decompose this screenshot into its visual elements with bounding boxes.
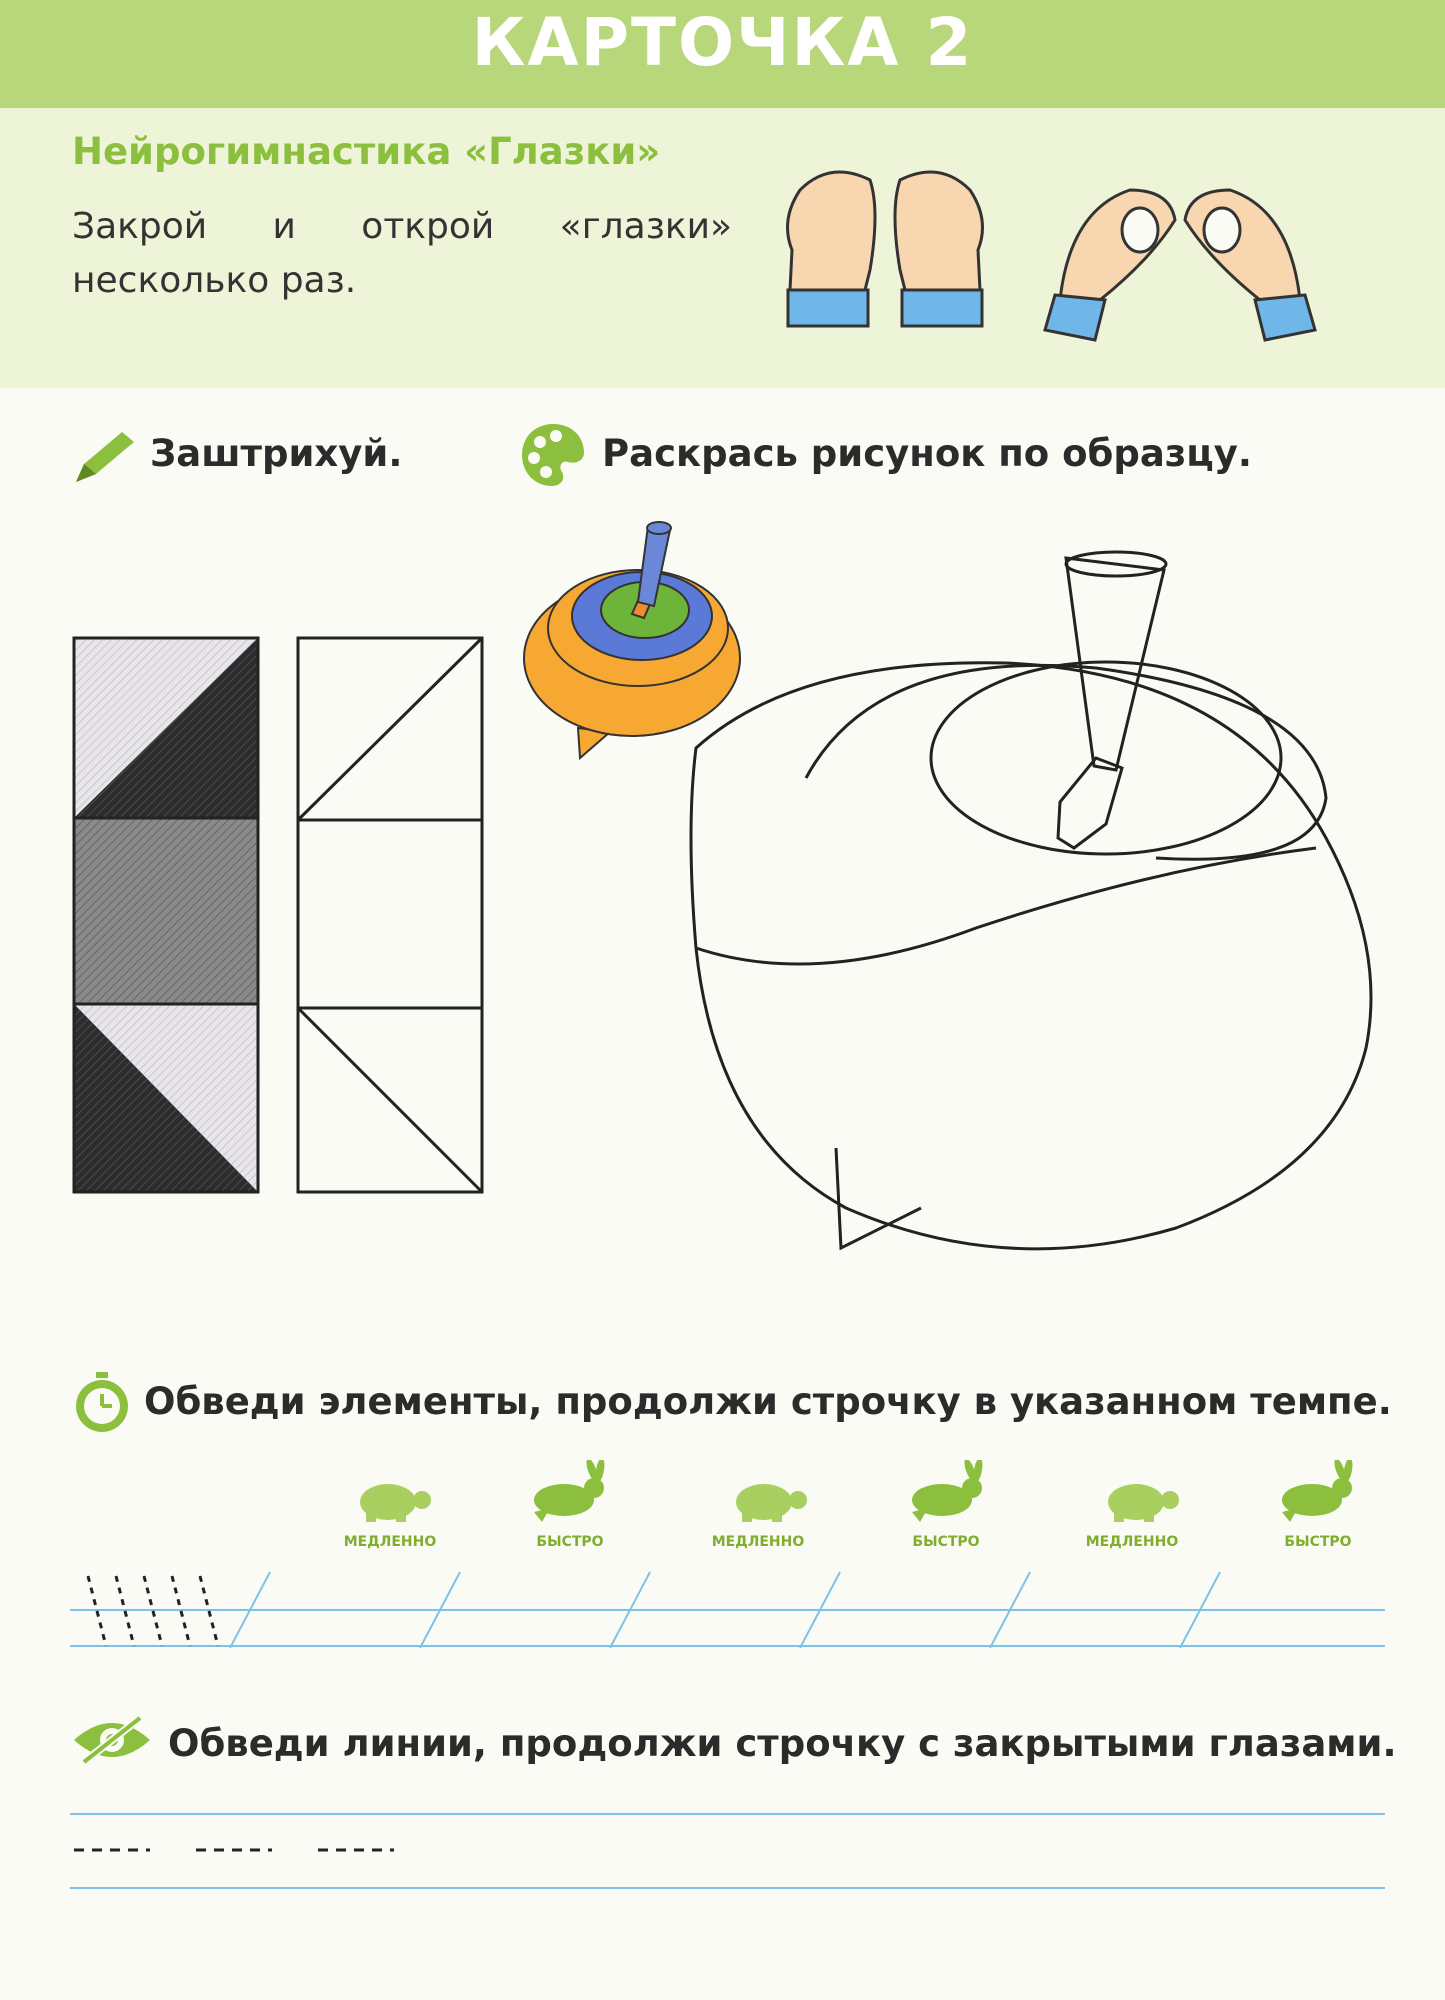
tempo-writing-line[interactable] (70, 1570, 1390, 1650)
tempo-label-6: БЫСТРО (1284, 1534, 1352, 1550)
outline-top-coloring[interactable] (676, 548, 1386, 1344)
hands-glasses-icon (1045, 190, 1315, 340)
pencil-icon (70, 428, 140, 488)
shading-blank[interactable] (296, 636, 486, 1196)
task-shade-label: Заштрихуй. (150, 432, 403, 475)
hand-cupped-left-icon (788, 172, 876, 326)
stopwatch-icon (70, 1370, 134, 1434)
rabbit-icon (906, 1460, 990, 1524)
palette-icon (518, 420, 588, 490)
task-color-label: Раскрась рисунок по образцу. (602, 432, 1252, 475)
task-tempo-label: Обведи элементы, продолжи строчку в указанном темпе. (144, 1380, 1392, 1423)
neuro-title: Нейрогимнастика «Глазки» (72, 130, 661, 173)
tempo-label-5: МЕДЛЕННО (1085, 1534, 1179, 1550)
closed-eyes-writing-line[interactable] (70, 1800, 1390, 1900)
shading-sample (72, 636, 268, 1196)
tempo-label-2: БЫСТРО (536, 1534, 604, 1550)
task-closed-eyes-label: Обведи линии, продолжи строчку с закрытыми глазами. (168, 1722, 1397, 1765)
card-title: КАРТОЧКА 2 (471, 4, 974, 81)
tempo-label-3: МЕДЛЕННО (711, 1534, 805, 1550)
hands-illustration (770, 150, 1390, 350)
tempo-label-1: МЕДЛЕННО (343, 1534, 437, 1550)
turtle-icon (1100, 1476, 1184, 1524)
sample-cell-3 (74, 1004, 258, 1192)
sample-cell-2 (74, 818, 258, 1004)
closed-eye-icon (70, 1712, 154, 1768)
rabbit-icon (1276, 1460, 1360, 1524)
hand-cupped-right-icon (895, 172, 983, 326)
neuro-instructions: Закрой и открой «глазки» несколько раз. (72, 206, 732, 301)
turtle-icon (728, 1476, 812, 1524)
rabbit-icon (528, 1460, 612, 1524)
turtle-icon (352, 1476, 436, 1524)
sample-cell-1 (74, 638, 258, 818)
tempo-label-4: БЫСТРО (912, 1534, 980, 1550)
